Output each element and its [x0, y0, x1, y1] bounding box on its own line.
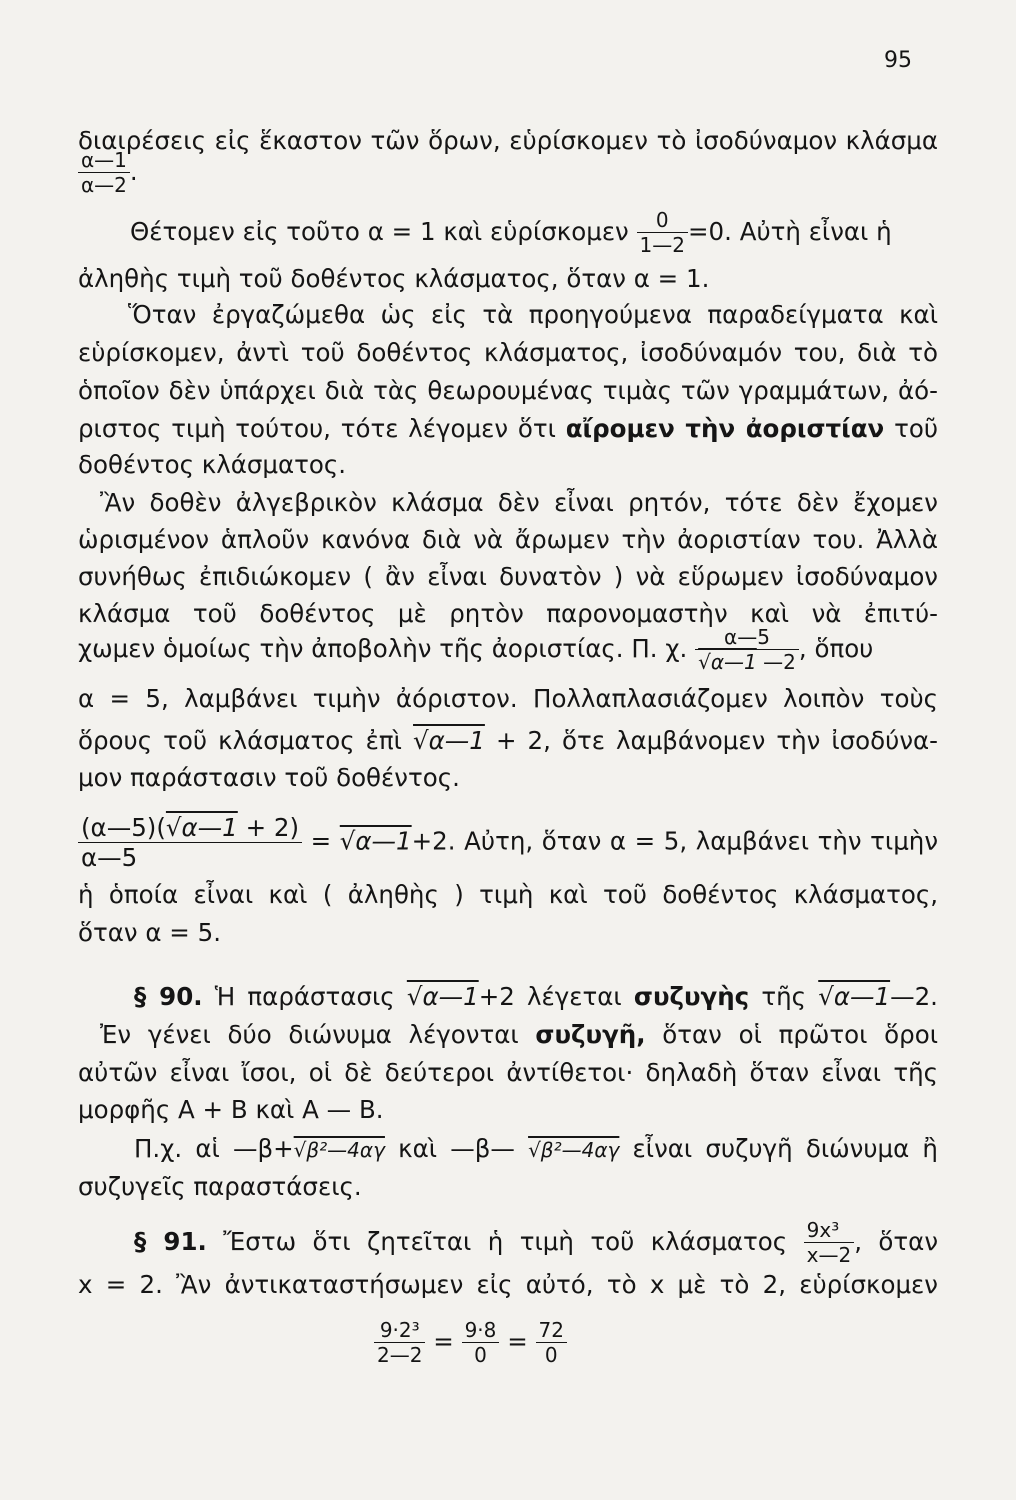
- text-line-3: ἀληθὴς τιμὴ τοῦ δοθέντος κλάσματος, ὅταν α = 1.: [78, 264, 710, 293]
- text-line-13: χωμεν ὁμοίως τὴν ἀποβολὴν τῆς ἀοριστίας. Π. χ. $\frac{\alpha—5}{√\alpha—1 —2}$ , ὅπου: [78, 625, 874, 674]
- radical-a-1: √α—1: [413, 726, 485, 755]
- fraction-product-over-a5: $\frac{(\alpha—5)(√\alpha—1 + 2)}{\alpha—5}$: [78, 815, 302, 870]
- radical-discriminant: √β²—4αγ: [293, 1138, 385, 1162]
- text-line-18: ἡ ὁποία εἶναι καὶ ( ἀληθὴς ) τιμὴ καὶ τοῦ δοθέντος κλάσματος,: [78, 880, 938, 909]
- text-line-2: Θέτομεν εἰς τοῦτο α = 1 καὶ εὑρίσκομεν $\frac{0}{1—2}$ =0. Αὐτὴ εἶναι ἡ: [130, 208, 892, 257]
- radical-a-1: √α—1: [339, 826, 412, 856]
- equation-line: $\frac{\text{9·2³}}{2—2}$ = $\frac{9\cdot 8}{0}$ = $\frac{72}{0}$: [374, 1320, 614, 1366]
- text-line-15: ὅρους τοῦ κλάσματος ἐπὶ √α—1 + 2, ὅτε λαμβάνομεν τὴν ἰσοδύνα-: [78, 726, 939, 755]
- text-line-21: Ἐν γένει δύο διώνυμα λέγονται συζυγῆ, ὅταν οἱ πρῶτοι ὅροι: [100, 1020, 939, 1049]
- text-line-19: ὅταν α = 5.: [78, 918, 221, 947]
- text-line-27: x = 2. Ἂν ἀντικαταστήσωμεν εἰς αὐτό, τὸ x μὲ τὸ 2, εὑρίσκομεν: [78, 1270, 938, 1299]
- section-91-line: § 91. Ἔστω ὅτι ζητεῖται ἡ τιμὴ τοῦ κλάσματος $\frac{\text{9x³}}{x—2}$ , ὅταν: [134, 1218, 939, 1267]
- text-line-5: εὑρίσκομεν, ἀντὶ τοῦ δοθέντος κλάσματος, ἰσοδύναμόν του, διὰ τὸ: [78, 338, 938, 367]
- section-91-label: § 91.: [134, 1227, 207, 1256]
- text-line-14: α = 5, λαμβάνει τιμὴν ἀόριστον. Πολλαπλασιάζομεν λοιπὸν τοὺς: [78, 684, 938, 713]
- fraction-a5-over-root: $\frac{\alpha—5}{√\alpha—1 —2}$: [695, 627, 799, 673]
- fraction-9x3-over-x2: $\frac{\text{9x³}}{x—2}$: [804, 1220, 855, 1266]
- text-line-24: Π.χ. αἱ —β+√β²—4αγ καὶ —β— √β²—4αγ εἶναι συζυγῆ διώνυμα ἢ: [134, 1134, 938, 1163]
- fraction-9-2-cubed: $\frac{\text{9·2³}}{2—2}$: [374, 1320, 425, 1366]
- fraction-9-8-over-0: $\frac{9\cdot 8}{0}$: [462, 1320, 500, 1366]
- radical-discriminant: √β²—4αγ: [528, 1138, 620, 1162]
- text-line-17: $\frac{(\alpha—5)(√\alpha—1 + 2)}{\alpha—5}$ = √α—1+2. Αὐτη, ὅταν α = 5, λαμβάνει τὴν τιμὴν: [78, 815, 938, 870]
- radical-a-1: √α—1: [818, 982, 891, 1011]
- text-line-12: κλάσμα τοῦ δοθέντος μὲ ρητὸν παρονομαστὴν καὶ νὰ ἐπιτύ-: [78, 599, 938, 628]
- bold-term-syzygi: συζυγῆ,: [535, 1020, 646, 1049]
- text-line-10: ὡρισμένον ἁπλοῦν κανόνα διὰ νὰ ἄρωμεν τὴν ἀοριστίαν του. Ἀλλὰ: [78, 525, 938, 554]
- page-number: 95: [884, 48, 912, 73]
- radical-a-1: √α—1: [406, 982, 479, 1011]
- bold-term-syzygis: συζυγὴς: [633, 982, 750, 1011]
- fraction-a1-a2: $\frac{\alpha—1}{\alpha—2}$: [78, 150, 130, 196]
- text-line-23: μορφῆς Α + Β καὶ Α — Β.: [78, 1095, 384, 1124]
- fraction-72-over-0: $\frac{72}{0}$: [536, 1320, 567, 1366]
- text-line-22: αὐτῶν εἶναι ἴσοι, οἱ δὲ δεύτεροι ἀντίθετοι· δηλαδὴ ὅταν εἶναι τῆς: [78, 1058, 938, 1087]
- text-line-16: μον παράστασιν τοῦ δοθέντος.: [78, 763, 460, 792]
- fraction-0-over-1-2: $\frac{0}{1—2}$: [637, 210, 688, 256]
- text-line-25: συζυγεῖς παραστάσεις.: [78, 1172, 362, 1201]
- fraction-line-1: $\frac{\alpha—1}{\alpha—2}$ .: [78, 150, 938, 196]
- text-line-1: διαιρέσεις εἰς ἕκαστον τῶν ὅρων, εὑρίσκομεν τὸ ἰσοδύναμον κλάσμα: [78, 126, 938, 155]
- text-line-11: συνήθως ἐπιδιώκομεν ( ἂν εἶναι δυνατὸν ) νὰ εὕρωμεν ἰσοδύναμον: [78, 562, 938, 591]
- text-line-9: Ἂν δοθὲν ἀλγεβρικὸν κλάσμα δὲν εἶναι ρητόν, τότε δὲν ἔχομεν: [100, 488, 938, 517]
- section-90-line: § 90. Ἡ παράστασις √α—1+2 λέγεται συζυγὴς τῆς √α—1—2.: [134, 982, 938, 1011]
- text-line-8: δοθέντος κλάσματος.: [78, 450, 347, 479]
- section-90-label: § 90.: [134, 982, 203, 1011]
- bold-term-airomen: αἴρομεν τὴν ἀοριστίαν: [565, 414, 885, 443]
- text-line-4: Ὅταν ἐργαζώμεθα ὡς εἰς τὰ προηγούμενα παραδείγματα καὶ: [128, 300, 938, 329]
- text-line-6: ὁποῖον δὲν ὑπάρχει διὰ τὰς θεωρουμένας τιμὰς τῶν γραμμάτων, ἀό-: [78, 376, 938, 405]
- text-line-7: ριστος τιμὴ τούτου, τότε λέγομεν ὅτι αἴρομεν τὴν ἀοριστίαν τοῦ: [78, 414, 938, 443]
